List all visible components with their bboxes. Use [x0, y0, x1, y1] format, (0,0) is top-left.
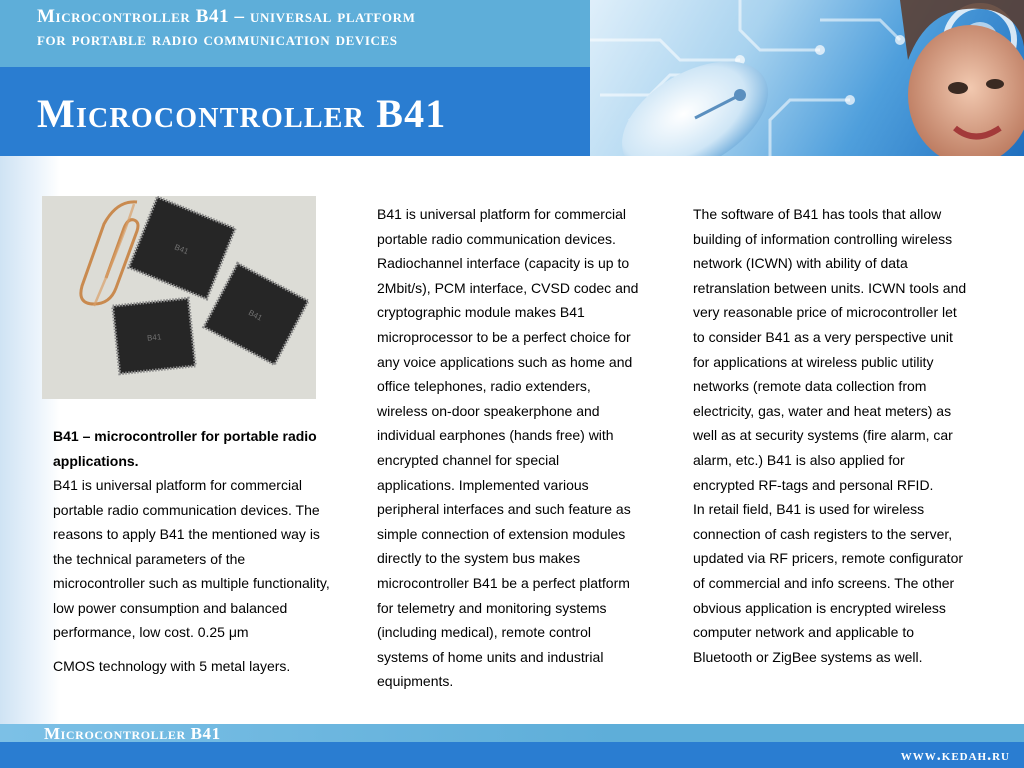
chip-marking: B41 [146, 332, 162, 343]
header-decorative-image [590, 0, 1024, 156]
face-icon [900, 0, 1024, 156]
subtitle-line-2: for portable radio communication devices [37, 29, 398, 50]
product-photo [42, 196, 316, 399]
slide-subtitle [37, 5, 582, 51]
photo-caption [53, 424, 333, 678]
caption-heading: B41 – microcontroller for portable radio applications. [53, 428, 317, 469]
caption-body: B41 is universal platform for commercial portable radio communication devices. The reasons to apply B41 the mentioned way is the technical parameters of the microcontroller such as multiple functionality, low power consumption and balanced performance, low cost. 0.25 μm [53, 477, 330, 640]
slide-title: Microcontroller B41 [37, 91, 447, 136]
middle-paragraph: B41 is universal platform for commercial portable radio communication devices. Radiochannel interface (capacity is up to 2Mbit/s), PCM interface, CVSD codec and cryptographic module makes B41 microprocessor to be a perfect choice for any voice applications such as home and office telephones, radio extenders, wireless on-door speakerphone and individual earphones (hands free) with encrypted channel for special applications. Implemented various peripheral interfaces and such feature as simple connection of extension modules directly to the system bus makes microcontroller B41 be a perfect platform for telemetry and monitoring systems (including medical), remote control systems of home units and industrial equipments. [377, 206, 639, 690]
satellite-dish-icon [603, 38, 788, 156]
chip-marking: B41 [246, 308, 264, 323]
right-paragraph-1: The software of B41 has tools that allow building of information controlling wireless network (ICWN) with ability of data retranslation between units. ICWN tools and very reasonable price of microcontroller let to consider B41 as a very perspective unit for applications at wireless public utility networks (remote data collection from electricity, gas, water and heat meters) as well as at security systems (fire alarm, car alarm, etc.) B41 is also applied for encrypted RF-tags and personal RFID. [693, 206, 967, 493]
microchip-photo-icon [42, 196, 316, 399]
footer-title: Microcontroller B41 [44, 724, 221, 743]
footer-url-link[interactable]: www.kedah.ru [900, 747, 1010, 764]
circuit-board-icon [590, 0, 1024, 156]
chip-marking: B41 [173, 242, 190, 257]
right-paragraph-2: In retail field, B41 is used for wireless connection of cash registers to the server, updated via RF pricers, remote configurator of commercial and info screens. The other obvious application is encrypted wireless computer network and applicable to Bluetooth or ZigBee systems as well. [693, 501, 964, 665]
footer-bottom-band [0, 742, 1024, 768]
subtitle-line-1: Microcontroller B41 – universal platform [37, 6, 416, 27]
right-text-column [693, 202, 968, 669]
middle-text-column [377, 202, 639, 694]
caption-tail: CMOS technology with 5 metal layers. [53, 657, 291, 674]
